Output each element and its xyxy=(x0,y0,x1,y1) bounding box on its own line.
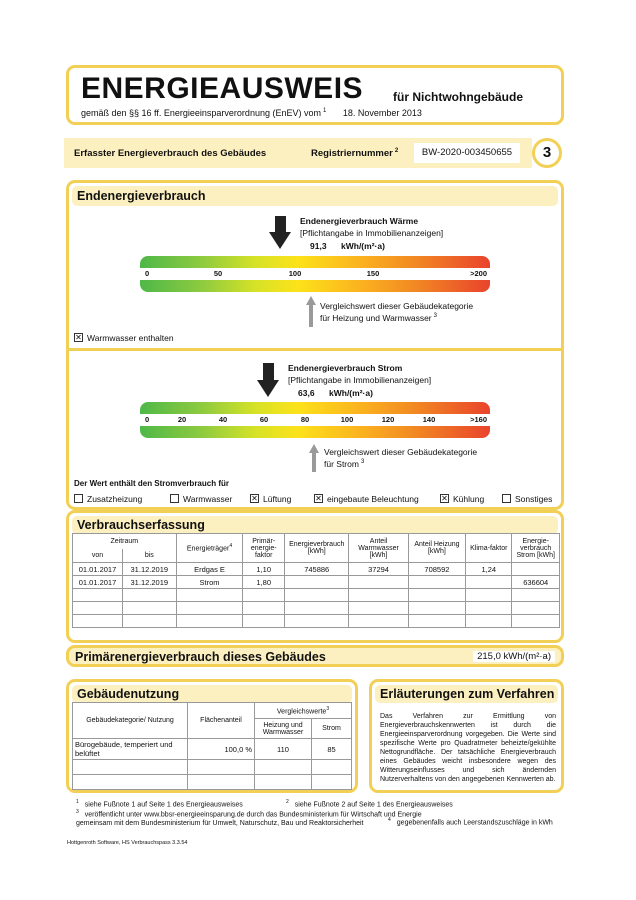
footnote-2-num: 2 xyxy=(286,799,289,805)
power-reference-line1: Vergleichswert dieser Gebäudekategorie xyxy=(324,447,478,457)
power-consumption-label: Endenergieverbrauch Strom xyxy=(288,363,403,373)
heat-scale-bar xyxy=(140,256,490,292)
col-vergleichswerte-text: Vergleichswerte xyxy=(276,708,327,716)
col-bis: bis xyxy=(123,549,177,563)
cell-energieverbrauch: 745886 xyxy=(285,563,349,576)
power-reference-arrow-stem xyxy=(312,453,316,472)
table-row xyxy=(73,615,560,628)
primaerenergie-value: 215,0 kWh/(m²·a) xyxy=(473,651,555,662)
sonstiges-checkbox[interactable] xyxy=(502,494,511,503)
cell-klimafaktor: 1,24 xyxy=(466,563,512,576)
footnote-1-text: siehe Fußnote 1 auf Seite 1 des Energieausweises xyxy=(84,801,243,809)
page-number-badge: 3 xyxy=(532,138,562,168)
warmwasser-checkbox-row xyxy=(74,333,174,343)
heat-scale-ticks xyxy=(140,268,490,280)
cell-flaechenanteil xyxy=(188,760,255,775)
cell-primaerenergiefaktor: 1,10 xyxy=(243,563,285,576)
cell-kategorie xyxy=(73,775,188,790)
cell-anteil-heizung xyxy=(408,615,466,628)
heat-consumption-label: Endenergieverbrauch Wärme xyxy=(300,216,419,226)
primaerenergie-box xyxy=(66,645,564,667)
cell-anteil-warmwasser xyxy=(349,602,408,615)
power-tick-160: >160 xyxy=(470,415,487,424)
cell-klimafaktor xyxy=(466,602,512,615)
option-warmwasser xyxy=(170,494,232,504)
table-row xyxy=(73,563,560,576)
cell-energietraeger xyxy=(176,589,243,602)
footnote-4-text: gegebenenfalls auch Leerstandszuschläge in kWh xyxy=(396,819,553,827)
cell-primaerenergiefaktor xyxy=(243,589,285,602)
col-zeitraum: Zeitraum xyxy=(73,534,177,549)
cell-energietraeger: Strom xyxy=(176,576,243,589)
power-reference-line2 xyxy=(324,459,364,469)
kuehlung-checkbox[interactable]: ✕ xyxy=(441,494,448,504)
cell-strom xyxy=(312,760,352,775)
cell-anteil-warmwasser: 37294 xyxy=(349,563,408,576)
sonstiges-label: Sonstiges xyxy=(515,494,553,504)
col-strom: Strom xyxy=(312,719,352,739)
verbrauchserfassung-title: Verbrauchserfassung xyxy=(77,518,205,532)
footnote-1 xyxy=(76,799,243,808)
regulation-line xyxy=(81,108,422,118)
power-tick-140: 140 xyxy=(422,415,436,424)
registration-number-label xyxy=(311,148,398,159)
footnote-4 xyxy=(388,817,553,826)
cell-primaerenergiefaktor xyxy=(243,615,285,628)
heat-reference-sup: 3 xyxy=(433,313,437,320)
heat-reference-arrow-stem xyxy=(309,305,313,327)
cell-primaerenergiefaktor xyxy=(243,602,285,615)
erlaeuterungen-title: Erläuterungen zum Verfahren xyxy=(380,687,555,701)
cell-flaechenanteil: 100,0 % xyxy=(188,739,255,760)
cell-energieverbrauch xyxy=(285,615,349,628)
reg-num-sup: 2 xyxy=(394,148,399,154)
cell-bis xyxy=(123,602,177,615)
power-reference-sup: 3 xyxy=(360,459,365,466)
footnote-2 xyxy=(286,799,453,808)
cell-anteil-warmwasser xyxy=(349,589,408,602)
heat-tick-100: 100 xyxy=(288,269,302,278)
endenergie-title: Endenergieverbrauch xyxy=(77,189,206,203)
col-energietraeger-sup: 4 xyxy=(229,543,233,550)
cell-anteil-heizung: 708592 xyxy=(408,563,466,576)
cell-bis xyxy=(123,615,177,628)
heat-reference-line1: Vergleichswert dieser Gebäudekategorie xyxy=(320,301,474,311)
power-tick-60: 60 xyxy=(259,415,269,424)
power-scale-ticks xyxy=(140,414,490,426)
warmwasser-label: Warmwasser enthalten xyxy=(87,333,174,343)
cell-anteil-heizung xyxy=(408,589,466,602)
col-anteil-heizung: Anteil Heizung [kWh] xyxy=(408,534,466,563)
lueftung-checkbox[interactable]: ✕ xyxy=(251,494,258,504)
table-row xyxy=(73,760,352,775)
footnote-2-text: siehe Fußnote 2 auf Seite 1 des Energieausweises xyxy=(294,801,453,809)
cell-klimafaktor xyxy=(466,576,512,589)
cell-anteil-heizung xyxy=(408,576,466,589)
cell-stromverbrauch xyxy=(512,563,560,576)
option-zusatzheizung xyxy=(74,494,142,504)
cell-heizung-warmwasser xyxy=(255,775,312,790)
footnote-3-num: 3 xyxy=(76,809,79,815)
footnote-3-text: veröffentlicht unter www.bbsr-energieeinsparung.de durch das Bundesministerium für Wirtschaft und Energie gemeinsam mit dem Bundesministerium für Umwelt, Naturschutz, Bau und Reaktorsicherheit xyxy=(76,811,422,828)
heat-tick-200: >200 xyxy=(470,269,487,278)
col-energieverbrauch: Energieverbrauch [kWh] xyxy=(285,534,349,563)
col-energietraeger-text: Energieträger xyxy=(186,545,230,553)
warmwasser-checkbox[interactable]: ✕ xyxy=(75,333,82,343)
heat-tick-0: 0 xyxy=(145,269,150,278)
cell-energieverbrauch xyxy=(285,589,349,602)
cell-kategorie: Bürogebäude, temperiert und belüftet xyxy=(73,739,188,760)
heat-unit: kWh/(m²·a) xyxy=(341,241,385,251)
col-klimafaktor: Klima-faktor xyxy=(466,534,512,563)
power-unit: kWh/(m²·a) xyxy=(329,388,373,398)
heat-tick-50: 50 xyxy=(213,269,223,278)
heat-tick-150: 150 xyxy=(366,269,380,278)
cell-kategorie xyxy=(73,760,188,775)
table-row xyxy=(73,589,560,602)
col-heizung-warmwasser: Heizung und Warmwasser xyxy=(255,719,312,739)
power-tick-0: 0 xyxy=(145,415,150,424)
lueftung-label: Lüftung xyxy=(263,494,292,504)
table-row xyxy=(73,739,352,760)
cell-von xyxy=(73,602,123,615)
cell-heizung-warmwasser xyxy=(255,760,312,775)
heat-reference-line2-text: für Heizung und Warmwasser xyxy=(320,313,432,323)
power-tick-20: 20 xyxy=(177,415,187,424)
col-kategorie: Gebäudekategorie/ Nutzung xyxy=(73,703,188,739)
gebaeudenutzung-title: Gebäudenutzung xyxy=(77,687,180,701)
cell-stromverbrauch xyxy=(512,602,560,615)
regulation-date: 18. November 2013 xyxy=(342,108,422,118)
cell-energieverbrauch xyxy=(285,602,349,615)
cell-strom xyxy=(312,775,352,790)
cell-von: 01.01.2017 xyxy=(73,563,123,576)
erlaeuterungen-box xyxy=(369,679,564,793)
regulation-text: gemäß den §§ 16 ff. Energieeinsparverordnung (EnEV) vom xyxy=(81,108,321,118)
heat-reference-arrow-icon xyxy=(306,296,316,305)
footnote-1-num: 1 xyxy=(76,799,79,805)
power-reference-arrow-icon xyxy=(309,444,319,453)
cell-anteil-warmwasser xyxy=(349,615,408,628)
heat-arrow-stem xyxy=(275,216,286,232)
cell-von xyxy=(73,589,123,602)
cell-anteil-warmwasser xyxy=(349,576,408,589)
cell-primaerenergiefaktor: 1,80 xyxy=(243,576,285,589)
cell-bis: 31.12.2019 xyxy=(123,576,177,589)
registration-label: Erfasster Energieverbrauch des Gebäudes xyxy=(74,148,267,159)
power-reference-line2-text: für Strom xyxy=(324,459,359,469)
cell-energietraeger: Erdgas E xyxy=(176,563,243,576)
col-primaerenergiefaktor: Primär-energie-faktor xyxy=(243,534,285,563)
cell-heizung-warmwasser: 110 xyxy=(255,739,312,760)
document-title: ENERGIEAUSWEIS xyxy=(81,72,364,105)
power-tick-100: 100 xyxy=(340,415,354,424)
cell-bis xyxy=(123,589,177,602)
col-energietraeger xyxy=(176,534,243,563)
consumption-table xyxy=(72,533,560,628)
cell-bis: 31.12.2019 xyxy=(123,563,177,576)
beleuchtung-checkbox[interactable]: ✕ xyxy=(315,494,322,504)
heat-arrow-icon xyxy=(269,232,291,249)
col-anteil-warmwasser: Anteil Warmwasser [kWh] xyxy=(349,534,408,563)
erlaeuterungen-text: Das Verfahren zur Ermittlung von Energieverbrauchskennwerten ist durch die Energieeinsparverordnung vorgegeben. Die Werte sind spezifische Werte pro Quadratmeter beheizte/gekühlte Nettogrundfläche. Der tatsächliche Energieverbrauch eines Gebäudes weicht insbesondere wegen des Witterungseinflusses und sich ändernden Nutzerverhaltens von den angegebenen Kennwerten ab. xyxy=(380,713,556,783)
power-includes-label: Der Wert enthält den Stromverbrauch für xyxy=(74,479,229,488)
cell-klimafaktor xyxy=(466,615,512,628)
power-tick-80: 80 xyxy=(300,415,310,424)
primaerenergie-label: Primärenergieverbrauch dieses Gebäudes xyxy=(75,650,326,664)
cell-klimafaktor xyxy=(466,589,512,602)
heat-mandatory-note: [Pflichtangabe in Immobilienanzeigen] xyxy=(300,228,444,238)
footnote-4-num: 4 xyxy=(388,817,391,823)
power-arrow-stem xyxy=(263,363,274,380)
power-tick-120: 120 xyxy=(381,415,395,424)
cell-anteil-heizung xyxy=(408,602,466,615)
cell-stromverbrauch: 636604 xyxy=(512,576,560,589)
power-arrow-icon xyxy=(257,380,279,397)
cell-energieverbrauch xyxy=(285,576,349,589)
col-von: von xyxy=(73,549,123,563)
cell-stromverbrauch xyxy=(512,589,560,602)
reg-num-label-text: Registriernummer xyxy=(311,148,393,160)
warmwasser-strom-checkbox[interactable] xyxy=(170,494,179,503)
cell-energietraeger xyxy=(176,602,243,615)
table-row xyxy=(73,576,560,589)
power-scale-bar xyxy=(140,402,490,438)
document-subtitle: für Nichtwohngebäude xyxy=(393,90,523,104)
table-row xyxy=(73,602,560,615)
regulation-sup: 1 xyxy=(322,108,327,114)
option-beleuchtung xyxy=(314,494,419,504)
zusatzheizung-label: Zusatzheizung xyxy=(87,494,143,504)
usage-table xyxy=(72,702,352,790)
power-tick-40: 40 xyxy=(218,415,228,424)
power-mandatory-note: [Pflichtangabe in Immobilienanzeigen] xyxy=(288,375,432,385)
section-divider xyxy=(66,348,564,351)
kuehlung-label: Kühlung xyxy=(453,494,485,504)
cell-stromverbrauch xyxy=(512,615,560,628)
table-row xyxy=(73,775,352,790)
warmwasser-strom-label: Warmwasser xyxy=(183,494,233,504)
heat-reference-line2 xyxy=(320,313,437,323)
heat-value: 91,3 xyxy=(310,241,327,251)
col-vergleichswerte xyxy=(255,703,352,719)
option-lueftung xyxy=(250,494,291,504)
registration-number: BW-2020-003450655 xyxy=(414,143,520,163)
cell-von xyxy=(73,615,123,628)
header-box xyxy=(66,65,564,125)
option-sonstiges xyxy=(502,494,552,504)
cell-flaechenanteil xyxy=(188,775,255,790)
footnote-3 xyxy=(76,808,436,828)
cell-von: 01.01.2017 xyxy=(73,576,123,589)
col-vergleichswerte-sup: 3 xyxy=(326,705,330,712)
col-flaechenanteil: Flächenanteil xyxy=(188,703,255,739)
cell-energietraeger xyxy=(176,615,243,628)
cell-strom: 85 xyxy=(312,739,352,760)
option-kuehlung xyxy=(440,494,484,504)
software-credit: Hottgenroth Software, HS Verbrauchspass 3.3.54 xyxy=(67,840,188,846)
beleuchtung-label: eingebaute Beleuchtung xyxy=(327,494,419,504)
col-stromverbrauch: Energie-verbrauch Strom [kWh] xyxy=(512,534,560,563)
power-value: 63,6 xyxy=(298,388,315,398)
zusatzheizung-checkbox[interactable] xyxy=(74,494,83,503)
